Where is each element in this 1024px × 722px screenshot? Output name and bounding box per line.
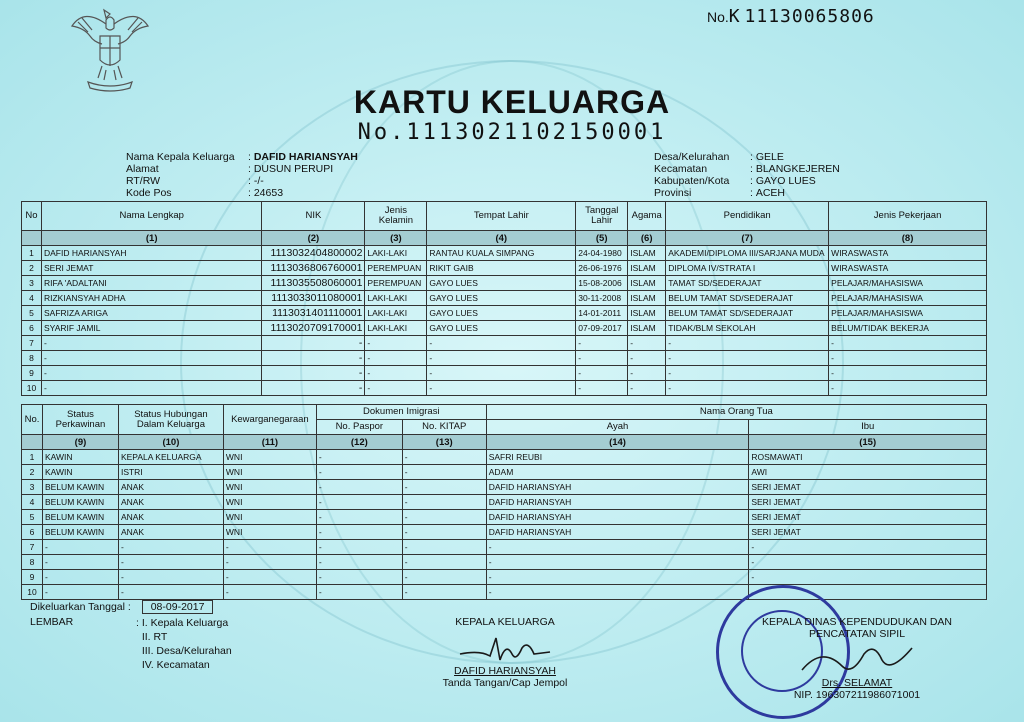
table-cell: LAKI-LAKI xyxy=(365,306,427,321)
table-cell: RIKIT GAIB xyxy=(427,261,576,276)
col-number: (10) xyxy=(118,435,223,450)
table-row xyxy=(22,261,987,276)
col-header: Ayah xyxy=(486,420,749,435)
table-cell: - xyxy=(576,381,628,396)
col-number: (11) xyxy=(223,435,316,450)
table-cell: ADAM xyxy=(486,465,749,480)
table-cell: - xyxy=(576,336,628,351)
table-cell: 4 xyxy=(22,495,43,510)
table-cell: SERI JEMAT xyxy=(749,525,987,540)
table-cell: - xyxy=(486,585,749,600)
table-cell: 1113020709170001 xyxy=(262,321,365,336)
region-label: Kecamatan xyxy=(654,163,708,175)
table-cell: WNI xyxy=(223,525,316,540)
lembar-list: : I. Kepala Keluarga II. RT III. Desa/Kelurahan IV. Kecamatan xyxy=(136,617,232,671)
table-cell: - xyxy=(316,555,402,570)
table-cell: - xyxy=(41,366,261,381)
table-cell: - xyxy=(666,336,829,351)
table-cell: RIFA 'ADALTANI xyxy=(41,276,261,291)
table-cell: RANTAU KUALA SIMPANG xyxy=(427,246,576,261)
region-label: Kabupaten/Kota xyxy=(654,175,730,187)
table-cell: WIRASWASTA xyxy=(829,261,987,276)
table-cell: - xyxy=(316,540,402,555)
table-cell: 8 xyxy=(22,555,43,570)
table-cell: - xyxy=(402,525,486,540)
head-label: RT/RW xyxy=(126,175,161,187)
table-cell: - xyxy=(402,510,486,525)
table-cell: - xyxy=(262,351,365,366)
table-cell: - xyxy=(118,585,223,600)
table-cell: ISLAM xyxy=(628,321,666,336)
table-cell: 7 xyxy=(22,540,43,555)
table-cell: - xyxy=(749,570,987,585)
table-cell: - xyxy=(316,510,402,525)
table-cell: - xyxy=(365,336,427,351)
table-cell: GAYO LUES xyxy=(427,291,576,306)
table-cell: - xyxy=(223,555,316,570)
table-cell: PEREMPUAN xyxy=(365,276,427,291)
col-header: Jenis Kelamin xyxy=(365,202,427,231)
head-value: DAFID HARIANSYAH xyxy=(253,151,358,163)
table-cell: DAFID HARIANSYAH xyxy=(41,246,261,261)
table-cell: ISLAM xyxy=(628,276,666,291)
family-head-signature-icon xyxy=(450,628,560,668)
table-cell: - xyxy=(365,381,427,396)
table-cell: - xyxy=(402,495,486,510)
table-cell: 1113032404800002 xyxy=(262,246,365,261)
table-cell: 1113033011080001 xyxy=(262,291,365,306)
table-cell: AKADEMI/DIPLOMA III/SARJANA MUDA xyxy=(666,246,829,261)
table-cell: 1113035508060001 xyxy=(262,276,365,291)
table-cell: - xyxy=(666,366,829,381)
table-cell: 1 xyxy=(22,246,42,261)
table-cell: 9 xyxy=(22,366,42,381)
table-cell: LAKI-LAKI xyxy=(365,321,427,336)
family-card-number: No.1113021102150001 xyxy=(357,120,667,145)
table-cell: - xyxy=(42,570,118,585)
table-cell: - xyxy=(427,336,576,351)
table-cell: - xyxy=(316,570,402,585)
table-row xyxy=(22,570,987,585)
table-cell: - xyxy=(829,351,987,366)
table-cell: BELUM KAWIN xyxy=(42,495,118,510)
table-cell: 5 xyxy=(22,510,43,525)
region-value: BLANGKEJEREN xyxy=(755,163,840,175)
table-cell: PELAJAR/MAHASISWA xyxy=(829,306,987,321)
table-cell: ANAK xyxy=(118,525,223,540)
table-cell: - xyxy=(628,381,666,396)
table-cell: WNI xyxy=(223,480,316,495)
table-cell: 30-11-2008 xyxy=(576,291,628,306)
table-cell: DAFID HARIANSYAH xyxy=(486,480,749,495)
lembar-item: II. RT xyxy=(141,631,168,643)
table-cell: - xyxy=(402,480,486,495)
region-label: Provinsi xyxy=(654,187,692,199)
table-cell: - xyxy=(41,381,261,396)
table-cell: - xyxy=(316,585,402,600)
table-row xyxy=(22,366,987,381)
family-head-title: KEPALA KELUARGA xyxy=(455,616,555,628)
table-cell: - xyxy=(749,555,987,570)
table-cell: ISLAM xyxy=(628,261,666,276)
lembar-label: LEMBAR xyxy=(30,616,74,628)
table-cell: BELUM KAWIN xyxy=(42,480,118,495)
table-cell: - xyxy=(829,381,987,396)
table-cell: TIDAK/BLM SEKOLAH xyxy=(666,321,829,336)
issue-date xyxy=(30,600,213,614)
table-cell: 2 xyxy=(22,465,43,480)
table-cell: ISLAM xyxy=(628,291,666,306)
col-header: Dokumen Imigrasi xyxy=(316,405,486,420)
head-info: Nama Kepala Keluarga : DAFID HARIANSYAH Alamat : DUSUN PERUPI RT/RW : -/- Kode Pos : 24653 xyxy=(126,151,358,199)
lembar-item: IV. Kecamatan xyxy=(141,659,210,671)
table-cell: ROSMAWATI xyxy=(749,450,987,465)
table-cell: SERI JEMAT xyxy=(749,495,987,510)
lembar-item: III. Desa/Kelurahan xyxy=(141,645,232,657)
col-header: No xyxy=(22,202,42,231)
table-cell: - xyxy=(628,366,666,381)
table-cell: - xyxy=(427,366,576,381)
col-number: (14) xyxy=(486,435,749,450)
col-number: (5) xyxy=(576,231,628,246)
table-row xyxy=(22,525,987,540)
document-title: KARTU KELUARGA xyxy=(353,84,671,120)
table-cell: 07-09-2017 xyxy=(576,321,628,336)
col-header: Nama Lengkap xyxy=(41,202,261,231)
table-cell: SERI JEMAT xyxy=(41,261,261,276)
table-cell: 1113036806760001 xyxy=(262,261,365,276)
table-cell: - xyxy=(486,555,749,570)
col-number: (12) xyxy=(316,435,402,450)
table-cell: - xyxy=(41,336,261,351)
table-cell: SERI JEMAT xyxy=(749,480,987,495)
table-cell: - xyxy=(42,585,118,600)
table-cell: SAFRIZA ARIGA xyxy=(41,306,261,321)
table-cell: ANAK xyxy=(118,495,223,510)
col-number: (9) xyxy=(42,435,118,450)
table-cell: PELAJAR/MAHASISWA xyxy=(829,276,987,291)
table-cell: 6 xyxy=(22,321,42,336)
table-cell: 7 xyxy=(22,336,42,351)
table-row xyxy=(22,351,987,366)
col-number xyxy=(22,435,43,450)
table-cell: 2 xyxy=(22,261,42,276)
table-cell: BELUM KAWIN xyxy=(42,510,118,525)
col-number: (13) xyxy=(402,435,486,450)
table-cell: - xyxy=(427,351,576,366)
table-cell: DAFID HARIANSYAH xyxy=(486,510,749,525)
issue-date-value: 08-09-2017 xyxy=(142,600,214,614)
table-cell: 6 xyxy=(22,525,43,540)
table-cell: SAFRI REUBI xyxy=(486,450,749,465)
table-cell: - xyxy=(749,540,987,555)
table-cell: - xyxy=(118,555,223,570)
table-cell: RIZKIANSYAH ADHA xyxy=(41,291,261,306)
col-header: Tempat Lahir xyxy=(427,202,576,231)
col-number: (7) xyxy=(666,231,829,246)
official-name: Drs. SELAMAT xyxy=(821,677,893,689)
table-row xyxy=(22,381,987,396)
col-number xyxy=(22,231,42,246)
table-cell: ISLAM xyxy=(628,306,666,321)
table-cell: LAKI-LAKI xyxy=(365,291,427,306)
table-cell: - xyxy=(829,336,987,351)
table-row xyxy=(22,306,987,321)
table-cell: - xyxy=(576,351,628,366)
table-cell: - xyxy=(223,540,316,555)
table-cell: SYARIF JAMIL xyxy=(41,321,261,336)
family-status-table xyxy=(21,404,987,600)
table-cell: - xyxy=(427,381,576,396)
issue-date-label: Dikeluarkan Tanggal : xyxy=(30,601,131,613)
table-cell: - xyxy=(262,336,365,351)
table-cell: - xyxy=(316,450,402,465)
table-cell: - xyxy=(262,366,365,381)
table-cell: PEREMPUAN xyxy=(365,261,427,276)
signature-caption: Tanda Tangan/Cap Jempol xyxy=(442,677,568,689)
head-value: -/- xyxy=(253,175,264,187)
table-cell: GAYO LUES xyxy=(427,321,576,336)
table-row xyxy=(22,465,987,480)
table-cell: - xyxy=(316,525,402,540)
table-row xyxy=(22,291,987,306)
table-cell: 3 xyxy=(22,480,43,495)
table-cell: KAWIN xyxy=(42,465,118,480)
table-cell: WNI xyxy=(223,495,316,510)
table-cell: - xyxy=(402,570,486,585)
table-cell: - xyxy=(628,336,666,351)
family-head-name: DAFID HARIANSYAH xyxy=(454,665,556,677)
lembar-item: I. Kepala Keluarga xyxy=(141,617,229,629)
table-cell: DIPLOMA IV/STRATA I xyxy=(666,261,829,276)
table-cell: GAYO LUES xyxy=(427,276,576,291)
col-header: No. xyxy=(22,405,43,435)
table-cell: 14-01-2011 xyxy=(576,306,628,321)
table-cell: 1 xyxy=(22,450,43,465)
table-row xyxy=(22,246,987,261)
table-cell: ISLAM xyxy=(628,246,666,261)
table-cell: WNI xyxy=(223,465,316,480)
table-cell: - xyxy=(42,555,118,570)
table-cell: - xyxy=(749,585,987,600)
table-cell: DAFID HARIANSYAH xyxy=(486,525,749,540)
table-cell: 8 xyxy=(22,351,42,366)
col-header: Jenis Pekerjaan xyxy=(829,202,987,231)
col-header: Kewarganegaraan xyxy=(223,405,316,435)
head-label: Nama Kepala Keluarga xyxy=(126,151,235,163)
col-number: (3) xyxy=(365,231,427,246)
table-cell: - xyxy=(666,381,829,396)
table-row xyxy=(22,450,987,465)
table-cell: - xyxy=(262,381,365,396)
garuda-emblem-icon xyxy=(70,6,150,92)
table-cell: WNI xyxy=(223,450,316,465)
table-cell: - xyxy=(223,585,316,600)
col-number: (4) xyxy=(427,231,576,246)
table-row xyxy=(22,510,987,525)
table-cell: BELUM/TIDAK BEKERJA xyxy=(829,321,987,336)
table-row xyxy=(22,495,987,510)
table-cell: - xyxy=(402,555,486,570)
table-cell: GAYO LUES xyxy=(427,306,576,321)
col-header: Status Perkawinan xyxy=(42,405,118,435)
official-title: KEPALA DINAS KEPENDUDUKAN DAN PENCATATAN SIPIL xyxy=(761,616,953,640)
official-signature-block xyxy=(752,616,962,701)
table-row xyxy=(22,321,987,336)
table-cell: 1113031401110001 xyxy=(262,306,365,321)
table-cell: 4 xyxy=(22,291,42,306)
official-nip: NIP. 196307211986071001 xyxy=(793,689,921,701)
table-cell: TAMAT SD/SEDERAJAT xyxy=(666,276,829,291)
table-cell: - xyxy=(118,540,223,555)
table-cell: BELUM TAMAT SD/SEDERAJAT xyxy=(666,306,829,321)
table-cell: - xyxy=(402,450,486,465)
head-label: Alamat xyxy=(126,163,159,175)
table-row xyxy=(22,555,987,570)
table-cell: 26-06-1976 xyxy=(576,261,628,276)
serial-prefix: No. xyxy=(707,9,729,25)
table-cell: AWI xyxy=(749,465,987,480)
col-number: (6) xyxy=(628,231,666,246)
table-cell: ISTRI xyxy=(118,465,223,480)
head-value: 24653 xyxy=(253,187,284,199)
col-header: Pendidikan xyxy=(666,202,829,231)
table-cell: 5 xyxy=(22,306,42,321)
table-row xyxy=(22,480,987,495)
table-row xyxy=(22,336,987,351)
table-cell: - xyxy=(829,366,987,381)
table-cell: - xyxy=(666,351,829,366)
col-header: NIK xyxy=(262,202,365,231)
region-info: Desa/Kelurahan : GELE Kecamatan : BLANGKEJEREN Kabupaten/Kota : GAYO LUES Provinsi : ACEH xyxy=(654,151,840,199)
head-label: Kode Pos xyxy=(126,187,172,199)
family-head-signature-block xyxy=(430,616,580,689)
table-cell: WIRASWASTA xyxy=(829,246,987,261)
table-row xyxy=(22,540,987,555)
region-value: ACEH xyxy=(755,187,786,199)
table-cell: - xyxy=(576,366,628,381)
table-cell: - xyxy=(42,540,118,555)
table-cell: - xyxy=(365,351,427,366)
table-cell: - xyxy=(365,366,427,381)
head-value: DUSUN PERUPI xyxy=(253,163,334,175)
official-signature-icon xyxy=(782,640,932,680)
table-cell: 3 xyxy=(22,276,42,291)
col-header: Ibu xyxy=(749,420,987,435)
col-header: Nama Orang Tua xyxy=(486,405,986,420)
table-cell: DAFID HARIANSYAH xyxy=(486,495,749,510)
table-cell: 15-08-2006 xyxy=(576,276,628,291)
table-cell: - xyxy=(486,570,749,585)
table-cell: BELUM TAMAT SD/SEDERAJAT xyxy=(666,291,829,306)
table-cell: ANAK xyxy=(118,480,223,495)
serial-value: 11130065806 xyxy=(744,6,875,27)
table-row xyxy=(22,276,987,291)
col-header: Tanggal Lahir xyxy=(576,202,628,231)
region-value: GELE xyxy=(755,151,784,163)
table-cell: ANAK xyxy=(118,510,223,525)
col-number: (2) xyxy=(262,231,365,246)
table-cell: - xyxy=(316,495,402,510)
col-header: Agama xyxy=(628,202,666,231)
table-cell: 24-04-1980 xyxy=(576,246,628,261)
col-header: No. Paspor xyxy=(316,420,402,435)
table-cell: LAKI-LAKI xyxy=(365,246,427,261)
table-cell: - xyxy=(486,540,749,555)
table-cell: - xyxy=(41,351,261,366)
table-cell: 10 xyxy=(22,585,43,600)
col-number: (1) xyxy=(41,231,261,246)
region-value: GAYO LUES xyxy=(755,175,816,187)
table-cell: - xyxy=(316,480,402,495)
table-cell: BELUM KAWIN xyxy=(42,525,118,540)
table-cell: - xyxy=(402,540,486,555)
table-cell: - xyxy=(628,351,666,366)
col-number: (15) xyxy=(749,435,987,450)
table-cell: KAWIN xyxy=(42,450,118,465)
table-cell: - xyxy=(118,570,223,585)
table-cell: WNI xyxy=(223,510,316,525)
table-cell: SERI JEMAT xyxy=(749,510,987,525)
table-row xyxy=(22,585,987,600)
col-header: No. KITAP xyxy=(402,420,486,435)
table-cell: 10 xyxy=(22,381,42,396)
col-header: Status Hubungan Dalam Keluarga xyxy=(118,405,223,435)
table-cell: - xyxy=(316,465,402,480)
table-cell: PELAJAR/MAHASISWA xyxy=(829,291,987,306)
table-cell: 9 xyxy=(22,570,43,585)
table-cell: KEPALA KELUARGA xyxy=(118,450,223,465)
table-cell: - xyxy=(223,570,316,585)
serial-letter: K xyxy=(728,6,741,27)
region-label: Desa/Kelurahan xyxy=(654,151,730,163)
col-number: (8) xyxy=(829,231,987,246)
table-cell: - xyxy=(402,465,486,480)
family-members-table xyxy=(21,201,987,396)
table-cell: - xyxy=(402,585,486,600)
serial-number xyxy=(707,6,875,27)
